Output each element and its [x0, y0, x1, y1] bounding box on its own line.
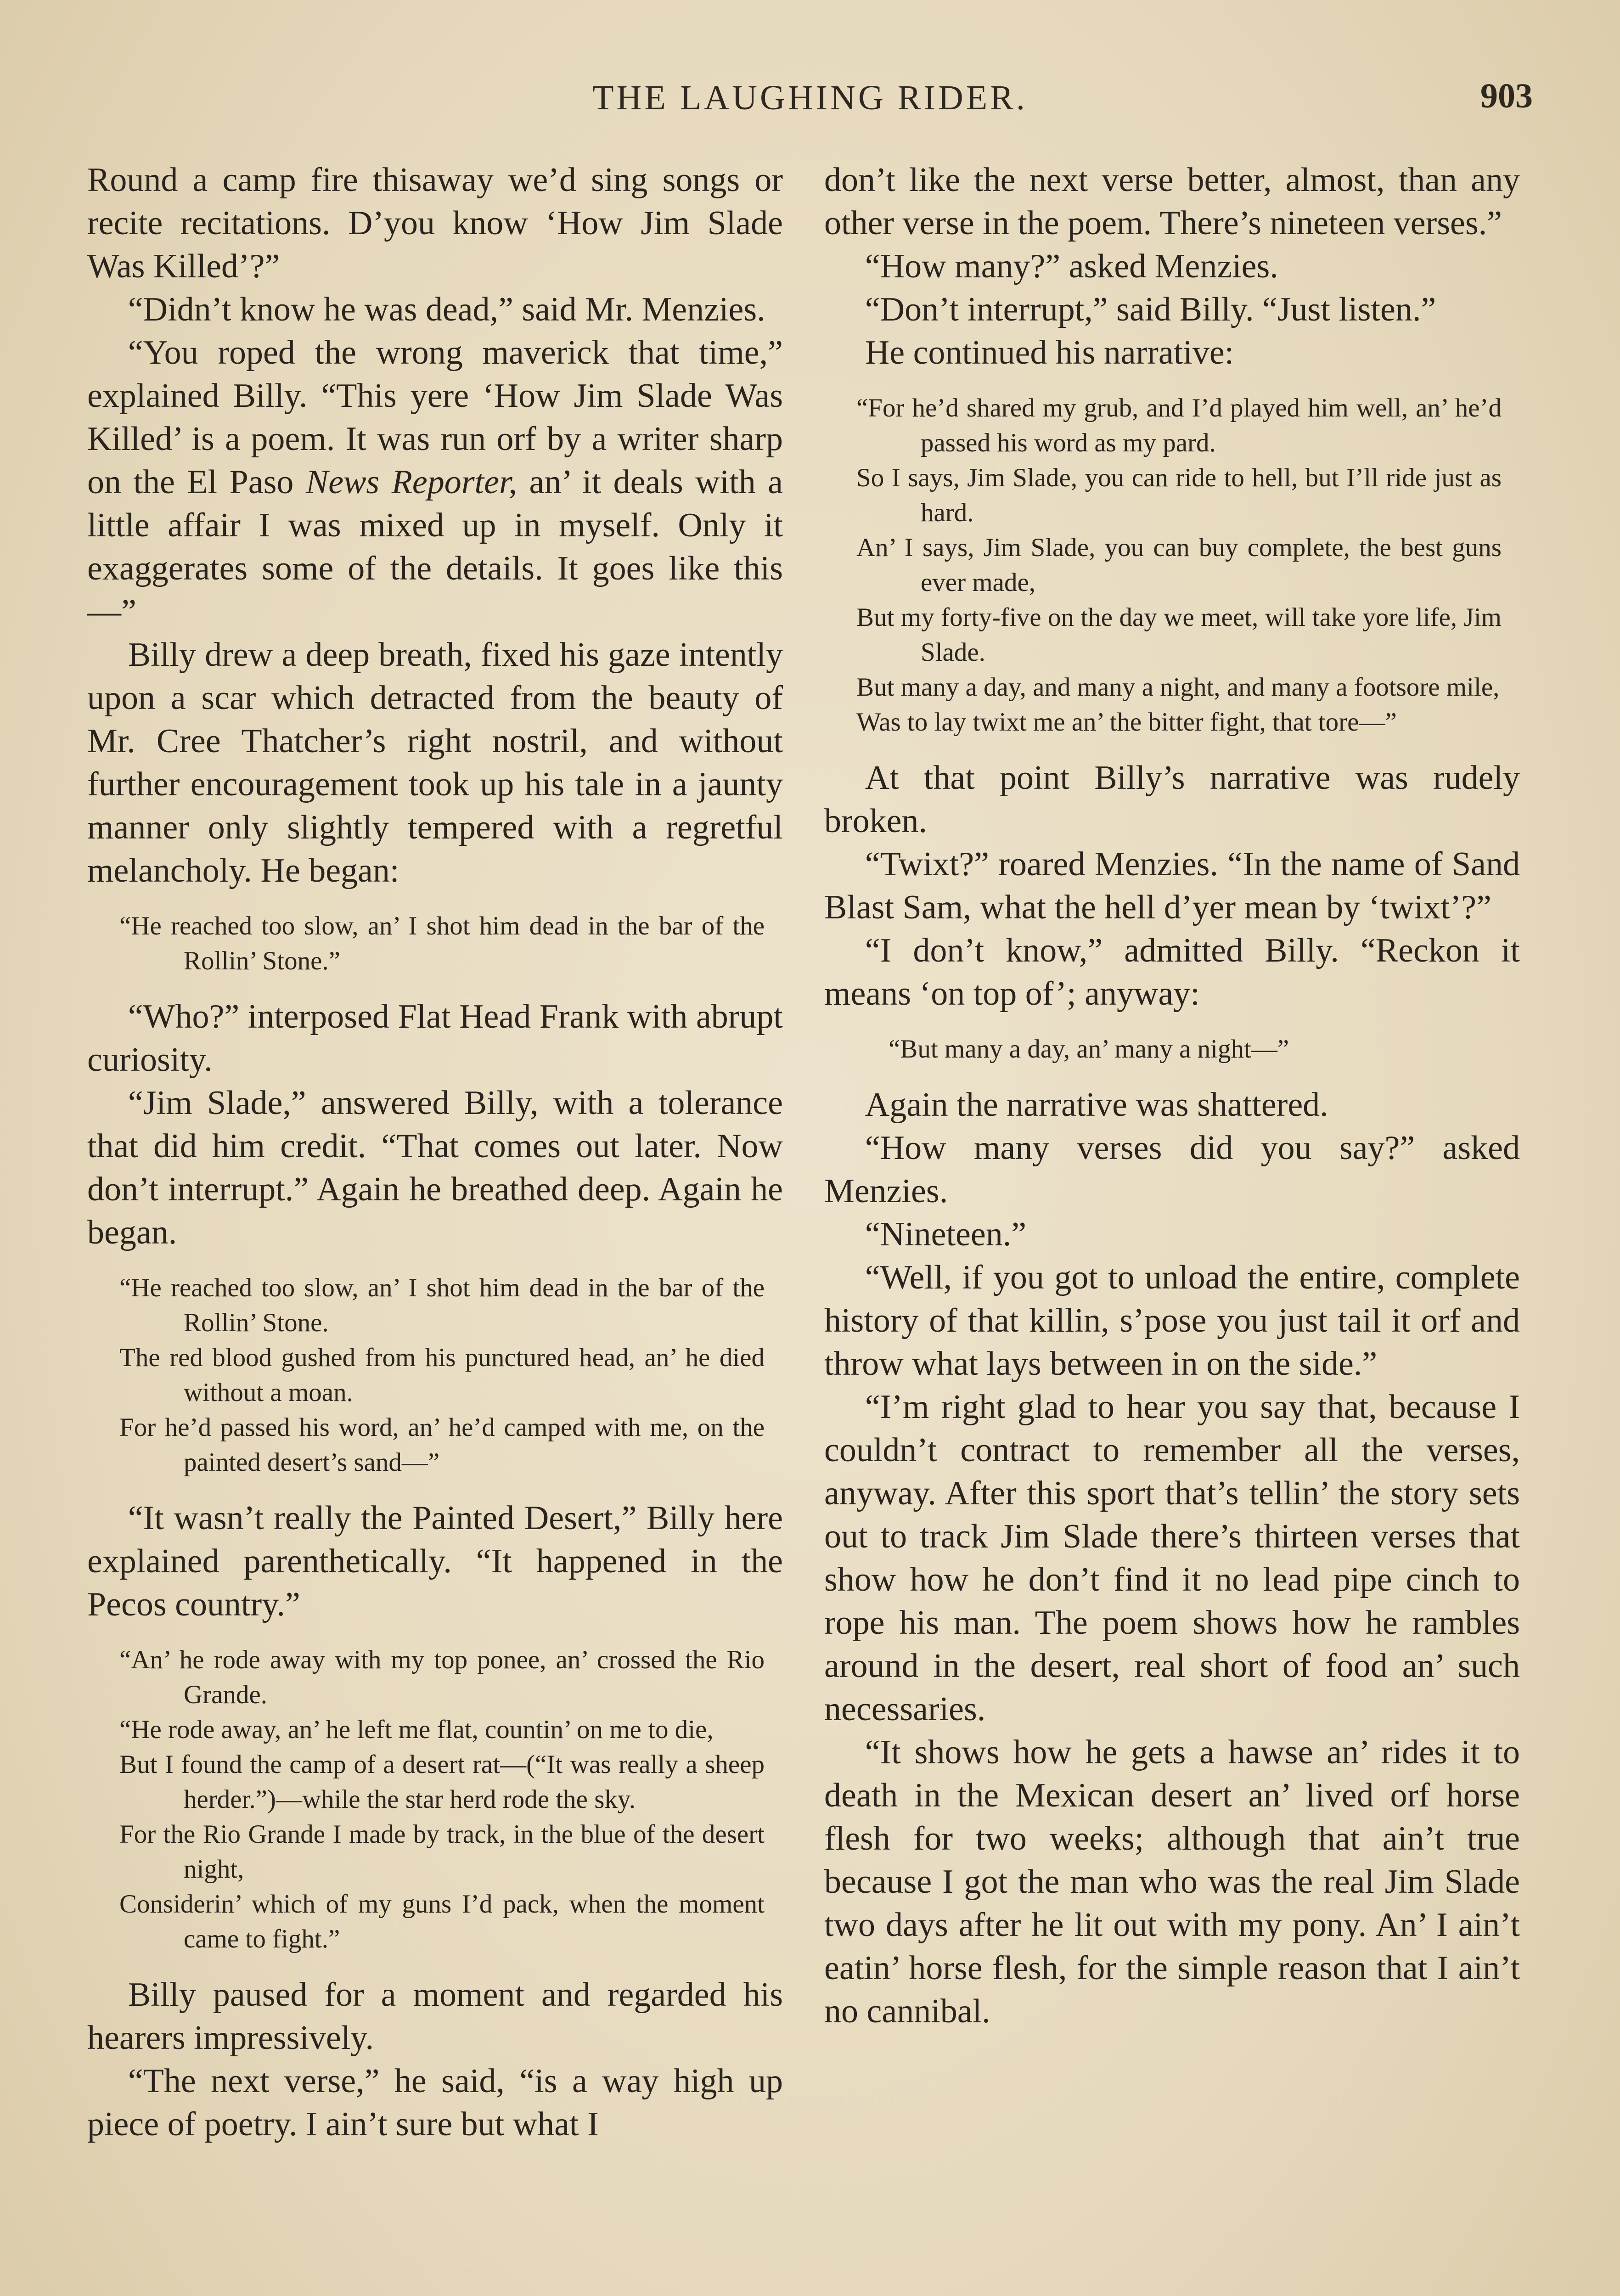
- verse-line: But my forty-five on the day we meet, will take yore life, Jim Slade.: [856, 603, 1502, 667]
- paragraph: Billy drew a deep breath, fixed his gaze intently upon a scar which detracted from the beauty of Mr. Cree Thatcher’s right nostril, and without further encouragement took up his tale in a jaunty manner only slightly tempered with a regretful melancholy. He began:: [87, 636, 783, 889]
- paragraph: “Nineteen.”: [865, 1216, 1027, 1253]
- verse-line: For he’d passed his word, an’ he’d camped with me, on the painted desert’s sand—”: [119, 1413, 765, 1477]
- verse-line: “He reached too slow, an’ I shot him dead in the bar of the Rollin’ Stone.”: [119, 912, 765, 975]
- paragraph: At that point Billy’s narrative was rudely broken.: [824, 759, 1520, 840]
- verse-line: So I says, Jim Slade, you can ride to hell, but I’ll ride just as hard.: [856, 463, 1502, 527]
- verse-block: [119, 1271, 765, 1480]
- paragraph: Again the narrative was shattered.: [865, 1086, 1328, 1124]
- verse-line: But I found the camp of a desert rat—(“It was really a sheep herder.”)—while the star herd rode the sky.: [119, 1750, 765, 1814]
- paragraph: “Who?” interposed Flat Head Frank with abrupt curiosity.: [87, 998, 783, 1079]
- text-run: an’ it deals with a little affair I was mixed up in myself. Only it exaggerates some of the details. It goes like this—”: [87, 463, 783, 630]
- paragraph: Round a camp fire thisaway we’d sing songs or recite recitations. D’you know ‘How Jim Slade Was Killed’?”: [87, 161, 783, 285]
- paragraph: “It wasn’t really the Painted Desert,” Billy here explained parenthetically. “It happened in the Pecos country.”: [87, 1499, 783, 1623]
- paragraph: don’t like the next verse better, almost, than any other verse in the poem. There’s nineteen verses.”: [824, 161, 1520, 242]
- verse-block: [856, 391, 1502, 740]
- verse-block: [119, 1643, 765, 1957]
- newspaper-name: News Reporter,: [305, 463, 518, 501]
- paragraph: Billy paused for a moment and regarded his hearers impressively.: [87, 1976, 783, 2057]
- verse-line: Was to lay twixt me an’ the bitter fight, that tore—”: [856, 708, 1397, 737]
- paragraph: “Well, if you got to unload the entire, complete history of that killin, s’pose you just tail it orf and throw what lays between in on the side.”: [824, 1259, 1520, 1383]
- verse-line: The red blood gushed from his punctured head, an’ he died without a moan.: [119, 1343, 765, 1407]
- paragraph: “How many verses did you say?” asked Menzies.: [824, 1129, 1520, 1210]
- page-number: 903: [1480, 77, 1533, 115]
- paragraph: “Jim Slade,” answered Billy, with a tolerance that did him credit. “That comes out later. Now don’t interrupt.” Again he breathed deep. Again he began.: [87, 1084, 783, 1251]
- paragraph: “Twixt?” roared Menzies. “In the name of Sand Blast Sam, what the hell d’yer mean by ‘twixt’?”: [824, 845, 1520, 926]
- paragraph: “The next verse,” he said, “is a way high up piece of poetry. I ain’t sure but what I: [87, 2062, 783, 2143]
- text-run: “You roped the wrong maverick that time,” explained Billy. “This yere ‘How Jim Slade Was Killed’ is a poem. It was run orf by a writer sharp on the El Paso: [87, 334, 783, 501]
- verse-line: “An’ he rode away with my top ponee, an’ crossed the Rio Grande.: [119, 1645, 765, 1709]
- verse-line: Considerin’ which of my guns I’d pack, when the moment came to fight.”: [119, 1890, 765, 1953]
- paragraph: “I’m right glad to hear you say that, because I couldn’t contract to remember all the verses, anyway. After this sport that’s tellin’ the story sets out to track Jim Slade there’s thirteen verses that show how he don’t find it no lead pipe cinch to rope his man. The poem shows how he rambles around in the desert, real short of food an’ such necessaries.: [824, 1388, 1520, 1728]
- paragraph: [87, 331, 783, 633]
- verse-line: An’ I says, Jim Slade, you can buy complete, the best guns ever made,: [856, 533, 1502, 597]
- paragraph: “Don’t interrupt,” said Billy. “Just listen.”: [865, 291, 1436, 328]
- verse-line: But many a day, and many a night, and many a footsore mile,: [856, 673, 1500, 702]
- verse-line: “But many a day, an’ many a night—”: [889, 1035, 1289, 1064]
- verse-line: “For he’d shared my grub, and I’d played him well, an’ he’d passed his word as my pard.: [856, 394, 1502, 457]
- left-column: [87, 158, 783, 2146]
- verse-block: [856, 1032, 1502, 1067]
- paragraph: “I don’t know,” admitted Billy. “Reckon it means ‘on top of’; anyway:: [824, 932, 1520, 1013]
- running-title: THE LAUGHING RIDER.: [592, 79, 1028, 117]
- verse-line: “He reached too slow, an’ I shot him dead in the bar of the Rollin’ Stone.: [119, 1273, 765, 1337]
- page-header: [87, 78, 1533, 129]
- paragraph: “How many?” asked Menzies.: [865, 248, 1278, 285]
- verse-line: For the Rio Grande I made by track, in the blue of the desert night,: [119, 1820, 765, 1884]
- paragraph: “It shows how he gets a hawse an’ rides it to death in the Mexican desert an’ lived orf horse flesh for two weeks; although that ain’t true because I got the man who was the real Jim Slade two days after he lit out with my pony. An’ I ain’t eatin’ horse flesh, for the simple reason that I ain’t no cannibal.: [824, 1733, 1520, 2030]
- paragraph: He continued his narrative:: [865, 334, 1234, 371]
- right-column: [824, 158, 1520, 2033]
- verse-block: [119, 909, 765, 979]
- verse-line: “He rode away, an’ he left me flat, countin’ on me to die,: [119, 1715, 714, 1744]
- paragraph: “Didn’t know he was dead,” said Mr. Menzies.: [128, 291, 765, 328]
